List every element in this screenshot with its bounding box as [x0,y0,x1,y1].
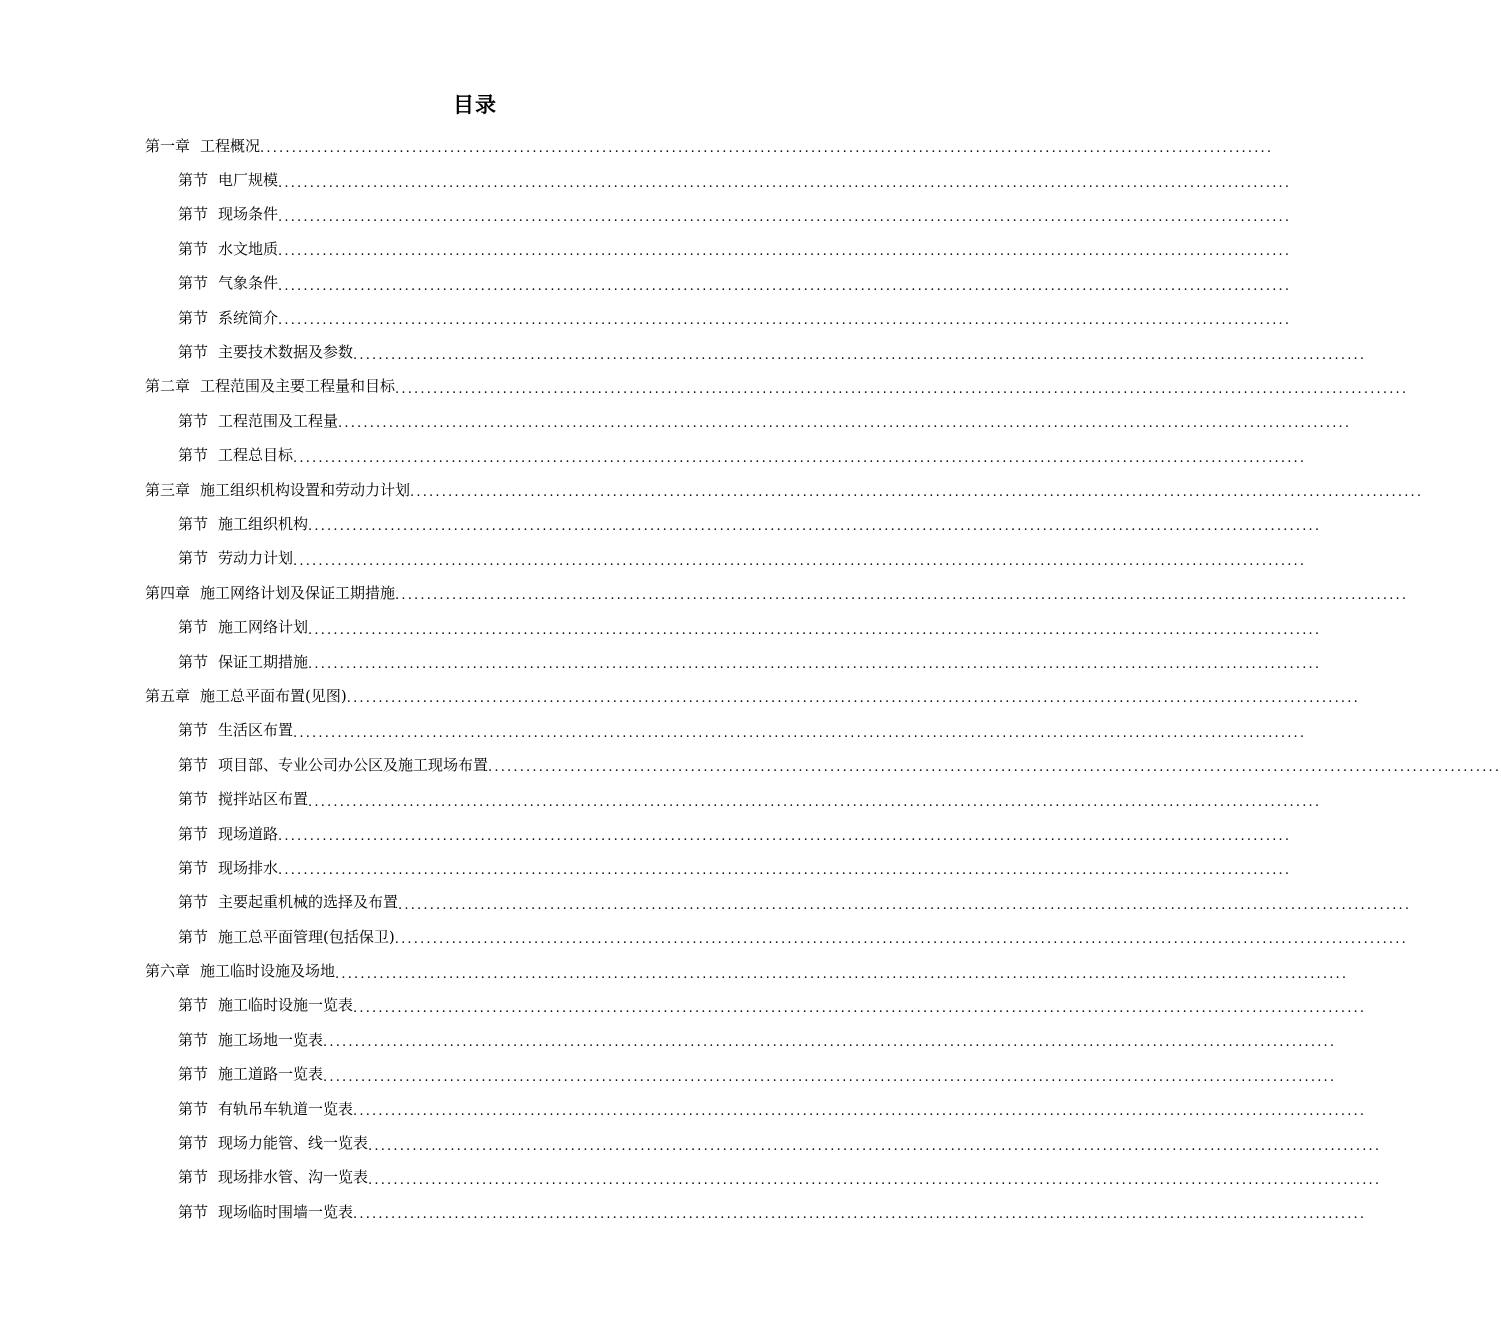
toc-entry-title: 施工组织机构设置和劳动力计划 [200,480,411,499]
toc-entry-title: 现场临时围墙一览表 [218,1202,354,1221]
dot-leader: ................................................................................................................................................................ [308,657,1322,673]
toc-entry-title: 水文地质 [218,239,279,258]
toc-section-entry[interactable] [0,541,1307,575]
dot-leader: ................................................................................................................................................................ [368,1172,1382,1188]
toc-entry-title: 现场排水管、沟一览表 [218,1168,369,1187]
toc-chapter-entry[interactable] [0,953,1349,987]
toc-entry-prefix: 第节 [178,411,209,430]
toc-entry-prefix: 第四章 [145,583,191,602]
toc-entry-title: 施工道路一览表 [218,1065,324,1084]
toc-entry-prefix: 第节 [178,790,209,809]
toc-entry-title: 施工网络计划 [218,618,309,637]
toc-entry-title: 工程概况 [200,136,261,155]
toc-entry-prefix: 第节 [178,1099,209,1118]
toc-entry-title: 劳动力计划 [218,549,294,568]
toc-entry-prefix: 第节 [178,343,209,362]
toc-section-entry[interactable] [0,816,1292,850]
toc-entry-title: 有轨吊车轨道一览表 [218,1099,354,1118]
toc-entry-prefix: 第节 [178,1168,209,1187]
dot-leader: ................................................................................................................................................................ [278,278,1292,294]
dot-leader: ................................................................................................................................................................ [323,1035,1337,1051]
toc-chapter-entry[interactable] [0,575,1409,609]
toc-section-entry[interactable] [0,919,1408,953]
toc-entry-prefix: 第节 [178,274,209,293]
toc-entry-title: 工程总目标 [218,446,294,465]
toc-entry-title: 施工临时设施一览表 [218,996,354,1015]
toc-entry-prefix: 第节 [178,858,209,877]
toc-entry-prefix: 第节 [178,171,209,190]
dot-leader: ................................................................................................................................................................ [293,725,1307,741]
toc-entry-title: 施工临时设施及场地 [200,962,336,981]
toc-entry-title: 项目部、专业公司办公区及施工现场布置 [218,755,489,774]
toc-entry-prefix: 第节 [178,1134,209,1153]
toc-entry-prefix: 第节 [178,996,209,1015]
toc-entry-prefix: 第节 [178,205,209,224]
dot-leader: ................................................................................................................................................................ [353,1000,1367,1016]
toc-section-entry[interactable] [0,506,1322,540]
toc-entry-prefix: 第节 [178,618,209,637]
toc-section-entry[interactable] [0,1091,1367,1125]
toc-section-entry[interactable] [0,885,1412,919]
toc-entry-prefix: 第节 [178,893,209,912]
toc-entry-prefix: 第节 [178,239,209,258]
toc-entry-title: 电厂规模 [218,171,279,190]
dot-leader: ................................................................................................................................................................ [353,1207,1367,1223]
toc-entry-title: 施工组织机构 [218,514,309,533]
toc-section-entry[interactable] [0,713,1307,747]
toc-chapter-entry[interactable] [0,472,1424,506]
toc-section-entry[interactable] [0,747,1501,781]
toc-section-entry[interactable] [0,781,1322,815]
toc-section-entry[interactable] [0,266,1292,300]
toc-entry-prefix: 第节 [178,1030,209,1049]
toc-entry-title: 施工总平面管理(包括保卫) [218,927,395,946]
toc-entry-prefix: 第节 [178,721,209,740]
toc-entry-title: 系统简介 [218,308,279,327]
toc-entry-title: 施工网络计划及保证工期措施 [200,583,396,602]
dot-leader: ................................................................................................................................................................ [278,244,1292,260]
dot-leader: ................................................................................................................................................................ [394,932,1408,948]
toc-entry-prefix: 第节 [178,824,209,843]
toc-entry-prefix: 第节 [178,755,209,774]
dot-leader: ................................................................................................................................................................ [410,485,1424,501]
dot-leader: ................................................................................................................................................................ [346,691,1360,707]
dot-leader: ................................................................................................................................................................ [398,897,1412,913]
toc-entry-title: 施工总平面布置(见图) [200,686,347,705]
toc-entry-prefix: 第五章 [145,686,191,705]
dot-leader: ................................................................................................................................................................ [278,209,1292,225]
toc-entry-title: 施工场地一览表 [218,1030,324,1049]
toc-section-entry[interactable] [0,988,1367,1022]
toc-chapter-entry[interactable] [0,128,1274,162]
toc-entry-prefix: 第节 [178,308,209,327]
dot-leader: ................................................................................................................................................................ [308,519,1322,535]
toc-entry-prefix: 第节 [178,927,209,946]
toc-entry-title: 现场力能管、线一览表 [218,1134,369,1153]
toc-entry-prefix: 第一章 [145,136,191,155]
toc-entry-prefix: 第节 [178,446,209,465]
toc-entry-title: 生活区布置 [218,721,294,740]
toc-entry-title: 主要技术数据及参数 [218,343,354,362]
toc-entry-title: 搅拌站区布置 [218,790,309,809]
toc-entry-prefix: 第节 [178,549,209,568]
toc-entry-title: 工程范围及主要工程量和目标 [200,377,396,396]
dot-leader: ................................................................................................................................................................ [488,760,1501,776]
toc-section-entry[interactable] [0,609,1322,643]
table-of-contents [0,128,1501,1229]
dot-leader: ................................................................................................................................................................ [323,1069,1337,1085]
toc-entry-prefix: 第节 [178,1202,209,1221]
toc-chapter-entry[interactable] [0,369,1409,403]
dot-leader: ................................................................................................................................................................ [293,450,1307,466]
page-title: 目录 [453,93,497,117]
toc-entry-title: 气象条件 [218,274,279,293]
dot-leader: ................................................................................................................................................................ [278,313,1292,329]
toc-section-entry[interactable] [0,334,1367,368]
toc-section-entry[interactable] [0,231,1292,265]
toc-entry-prefix: 第二章 [145,377,191,396]
toc-section-entry[interactable] [0,403,1352,437]
toc-section-entry[interactable] [0,1194,1367,1228]
dot-leader: ................................................................................................................................................................ [368,1138,1382,1154]
dot-leader: ................................................................................................................................................................ [395,588,1409,604]
toc-section-entry[interactable] [0,300,1292,334]
toc-entry-title: 保证工期措施 [218,652,309,671]
toc-entry-prefix: 第三章 [145,480,191,499]
toc-section-entry[interactable] [0,850,1292,884]
toc-entry-title: 工程范围及工程量 [218,411,339,430]
toc-section-entry[interactable] [0,1022,1337,1056]
toc-section-entry[interactable] [0,197,1292,231]
toc-entry-prefix: 第六章 [145,962,191,981]
dot-leader: ................................................................................................................................................................ [335,966,1349,982]
toc-section-entry[interactable] [0,644,1322,678]
toc-section-entry[interactable] [0,1160,1382,1194]
toc-section-entry[interactable] [0,1125,1382,1159]
dot-leader: ................................................................................................................................................................ [278,829,1292,844]
toc-entry-title: 现场道路 [218,824,279,843]
dot-leader: ................................................................................................................................................................ [293,553,1307,569]
toc-section-entry[interactable] [0,1057,1337,1091]
dot-leader: ................................................................................................................................................................ [395,381,1409,397]
dot-leader: ................................................................................................................................................................ [353,1104,1367,1120]
toc-entry-title: 主要起重机械的选择及布置 [218,893,399,912]
toc-entry-prefix: 第节 [178,652,209,671]
dot-leader: ................................................................................................................................................................ [353,347,1367,363]
dot-leader: ................................................................................................................................................................ [278,863,1292,879]
toc-section-entry[interactable] [0,162,1292,196]
toc-entry-title: 现场条件 [218,205,279,224]
toc-chapter-entry[interactable] [0,678,1360,712]
toc-entry-title: 现场排水 [218,858,279,877]
toc-entry-prefix: 第节 [178,514,209,533]
toc-section-entry[interactable] [0,438,1307,472]
dot-leader: ................................................................................................................................................................ [338,416,1352,432]
toc-entry-prefix: 第节 [178,1065,209,1084]
dot-leader: ................................................................................................................................................................ [308,794,1322,810]
dot-leader: ................................................................................................................................................................ [278,175,1292,191]
dot-leader: ................................................................................................................................................................ [260,141,1274,157]
dot-leader: ................................................................................................................................................................ [308,622,1322,638]
